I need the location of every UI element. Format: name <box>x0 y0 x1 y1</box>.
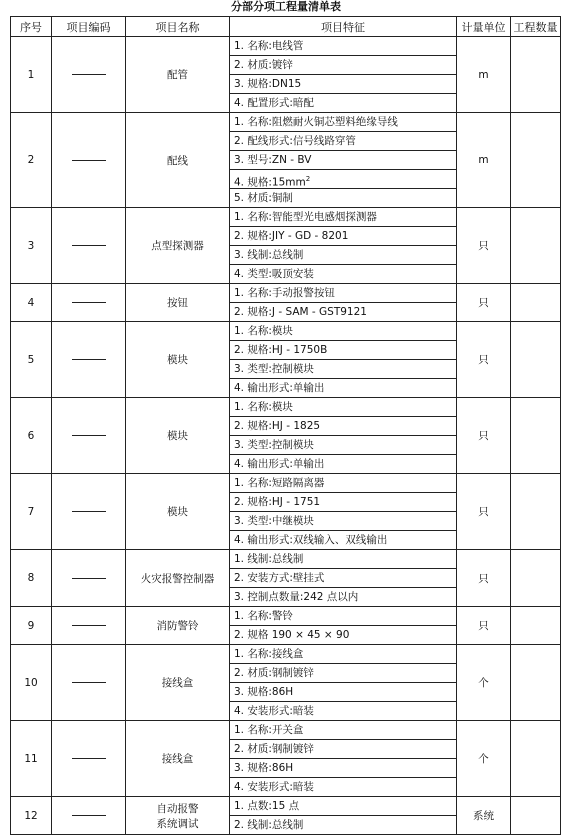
blank-code-line <box>72 160 106 161</box>
unit: 系统 <box>457 797 511 835</box>
unit: 只 <box>457 322 511 398</box>
feature-line: 3. 类型:中继模块 <box>230 512 456 531</box>
quantity <box>511 474 561 550</box>
item-features <box>230 208 457 284</box>
feature-line: 1. 名称:开关盒 <box>230 721 456 740</box>
item-name: 模块 <box>126 398 230 474</box>
feature-line: 2. 规格 190 × 45 × 90 <box>234 629 350 641</box>
feature-line: 4. 安装形式:暗装 <box>234 781 314 793</box>
feature-line: 4. 规格$:15mm^2$ <box>230 170 456 189</box>
feature-line: 2. 规格:HJ - 1825 <box>230 417 456 436</box>
unit: 只 <box>457 607 511 645</box>
row-number: 5 <box>11 322 52 398</box>
item-features <box>230 550 457 607</box>
feature-line: 1. 点数:15 点 <box>230 797 456 816</box>
item-code-cell <box>52 550 126 607</box>
feature-line: 3. 规格:86H <box>230 759 456 778</box>
table-row <box>11 797 561 835</box>
item-name: 接线盒 <box>126 645 230 721</box>
feature-line: 3. 控制点数量:242 点以内 <box>234 591 359 603</box>
item-code-cell <box>52 474 126 550</box>
feature-line: 3. 类型:控制模块 <box>230 360 456 379</box>
item-name: 自动报警 系统调试 <box>126 797 230 835</box>
blank-code-line <box>72 758 106 759</box>
feature-line: 1. 名称:模块 <box>230 398 456 417</box>
feature-line: 4. 输出形式:单输出 <box>234 382 325 394</box>
item-name: 点型探测器 <box>126 208 230 284</box>
table-row <box>11 607 561 645</box>
blank-code-line <box>72 302 106 303</box>
item-name: 配管 <box>126 37 230 113</box>
item-features <box>230 284 457 322</box>
row-number: 6 <box>11 398 52 474</box>
feature-line: 1. 名称:手动报警按钮 <box>230 284 456 303</box>
item-name: 接线盒 <box>126 721 230 797</box>
item-code-cell <box>52 322 126 398</box>
item-features <box>230 398 457 474</box>
quantity <box>511 797 561 835</box>
item-name: 模块 <box>126 474 230 550</box>
feature-line: 1. 名称:短路隔离器 <box>230 474 456 493</box>
table-row <box>11 721 561 797</box>
feature-line: 2. 安装方式:壁挂式 <box>230 569 456 588</box>
table-row <box>11 37 561 113</box>
blank-code-line <box>72 815 106 816</box>
feature-line: 2. 配线形式:信号线路穿管 <box>230 132 456 151</box>
header-name: 项目名称 <box>126 17 230 37</box>
item-name: 火灾报警控制器 <box>126 550 230 607</box>
header-row <box>11 17 561 37</box>
feature-line: 1. 名称:警铃 <box>230 607 456 626</box>
row-number: 9 <box>11 607 52 645</box>
item-features <box>230 797 457 835</box>
item-code-cell <box>52 398 126 474</box>
row-number: 3 <box>11 208 52 284</box>
unit: m <box>457 113 511 208</box>
item-code-cell <box>52 721 126 797</box>
bill-of-quantities-table <box>10 16 561 835</box>
item-features <box>230 474 457 550</box>
item-features <box>230 607 457 645</box>
row-number: 4 <box>11 284 52 322</box>
feature-line: 4. 输出形式:双线输入、双线输出 <box>234 534 388 546</box>
quantity <box>511 607 561 645</box>
item-code-cell <box>52 645 126 721</box>
feature-line: 1. 名称:电线管 <box>230 37 456 56</box>
feature-line: 2. 规格:JIY - GD - 8201 <box>230 227 456 246</box>
row-number: 8 <box>11 550 52 607</box>
item-features <box>230 37 457 113</box>
item-code-cell <box>52 113 126 208</box>
feature-line: 5. 材质:铜制 <box>234 192 293 204</box>
quantity <box>511 284 561 322</box>
row-number: 1 <box>11 37 52 113</box>
feature-line: 2. 规格:HJ - 1750B <box>230 341 456 360</box>
feature-line: 2. 材质:钢制镀锌 <box>230 740 456 759</box>
unit: 只 <box>457 284 511 322</box>
feature-line: 3. 规格:86H <box>230 683 456 702</box>
item-code-cell <box>52 208 126 284</box>
item-name: 消防警铃 <box>126 607 230 645</box>
blank-code-line <box>72 245 106 246</box>
item-code-cell <box>52 284 126 322</box>
item-name: 按钮 <box>126 284 230 322</box>
item-code-cell <box>52 37 126 113</box>
unit: m <box>457 37 511 113</box>
item-code-cell <box>52 607 126 645</box>
item-features <box>230 645 457 721</box>
blank-code-line <box>72 435 106 436</box>
row-number: 2 <box>11 113 52 208</box>
row-number: 11 <box>11 721 52 797</box>
quantity <box>511 398 561 474</box>
feature-line: 3. 类型:控制模块 <box>230 436 456 455</box>
table-row <box>11 398 561 474</box>
row-number: 7 <box>11 474 52 550</box>
blank-code-line <box>72 578 106 579</box>
quantity <box>511 208 561 284</box>
feature-line: 4. 安装形式:暗装 <box>234 705 314 717</box>
feature-line: 2. 材质:镀锌 <box>230 56 456 75</box>
header-code: 项目编码 <box>52 17 126 37</box>
blank-code-line <box>72 682 106 683</box>
table-row <box>11 284 561 322</box>
unit: 个 <box>457 721 511 797</box>
feature-line: 3. 线制:总线制 <box>230 246 456 265</box>
table-row <box>11 113 561 208</box>
item-features <box>230 721 457 797</box>
table-title: 分部分项工程量清单表 <box>231 0 341 13</box>
feature-line: 1. 名称:模块 <box>230 322 456 341</box>
item-name: 配线 <box>126 113 230 208</box>
feature-line: 2. 材质:钢制镀锌 <box>230 664 456 683</box>
quantity <box>511 721 561 797</box>
feature-line: 4. 类型:吸顶安装 <box>234 268 314 280</box>
header-quantity: 工程数量 <box>511 17 561 37</box>
quantity <box>511 322 561 398</box>
feature-line: 2. 线制:总线制 <box>234 819 304 831</box>
feature-line: 3. 型号:ZN - BV <box>230 151 456 170</box>
item-name: 模块 <box>126 322 230 398</box>
unit: 只 <box>457 474 511 550</box>
blank-code-line <box>72 74 106 75</box>
feature-line: 3. 规格:DN15 <box>230 75 456 94</box>
row-number: 10 <box>11 645 52 721</box>
feature-line: 2. 规格:J - SAM - GST9121 <box>234 306 367 318</box>
feature-line: 2. 规格:HJ - 1751 <box>230 493 456 512</box>
table-row <box>11 474 561 550</box>
row-number: 12 <box>11 797 52 835</box>
table-row <box>11 208 561 284</box>
unit: 只 <box>457 550 511 607</box>
blank-code-line <box>72 359 106 360</box>
item-features <box>230 322 457 398</box>
feature-line: 1. 名称:阻燃耐火铜芯塑料绝缘导线 <box>230 113 456 132</box>
item-features <box>230 113 457 208</box>
blank-code-line <box>72 625 106 626</box>
feature-line: 4. 输出形式:单输出 <box>234 458 325 470</box>
unit: 只 <box>457 208 511 284</box>
header-no: 序号 <box>11 17 52 37</box>
unit: 个 <box>457 645 511 721</box>
table-row <box>11 322 561 398</box>
header-features: 项目特征 <box>230 17 457 37</box>
feature-line: 4. 配置形式:暗配 <box>234 97 314 109</box>
feature-line: 1. 名称:智能型光电感烟探测器 <box>230 208 456 227</box>
item-code-cell <box>52 797 126 835</box>
blank-code-line <box>72 511 106 512</box>
quantity <box>511 113 561 208</box>
feature-line: 1. 名称:接线盒 <box>230 645 456 664</box>
feature-line: 1. 线制:总线制 <box>230 550 456 569</box>
table-row <box>11 550 561 607</box>
table-row <box>11 645 561 721</box>
unit: 只 <box>457 398 511 474</box>
quantity <box>511 645 561 721</box>
header-unit: 计量单位 <box>457 17 511 37</box>
quantity <box>511 37 561 113</box>
quantity <box>511 550 561 607</box>
